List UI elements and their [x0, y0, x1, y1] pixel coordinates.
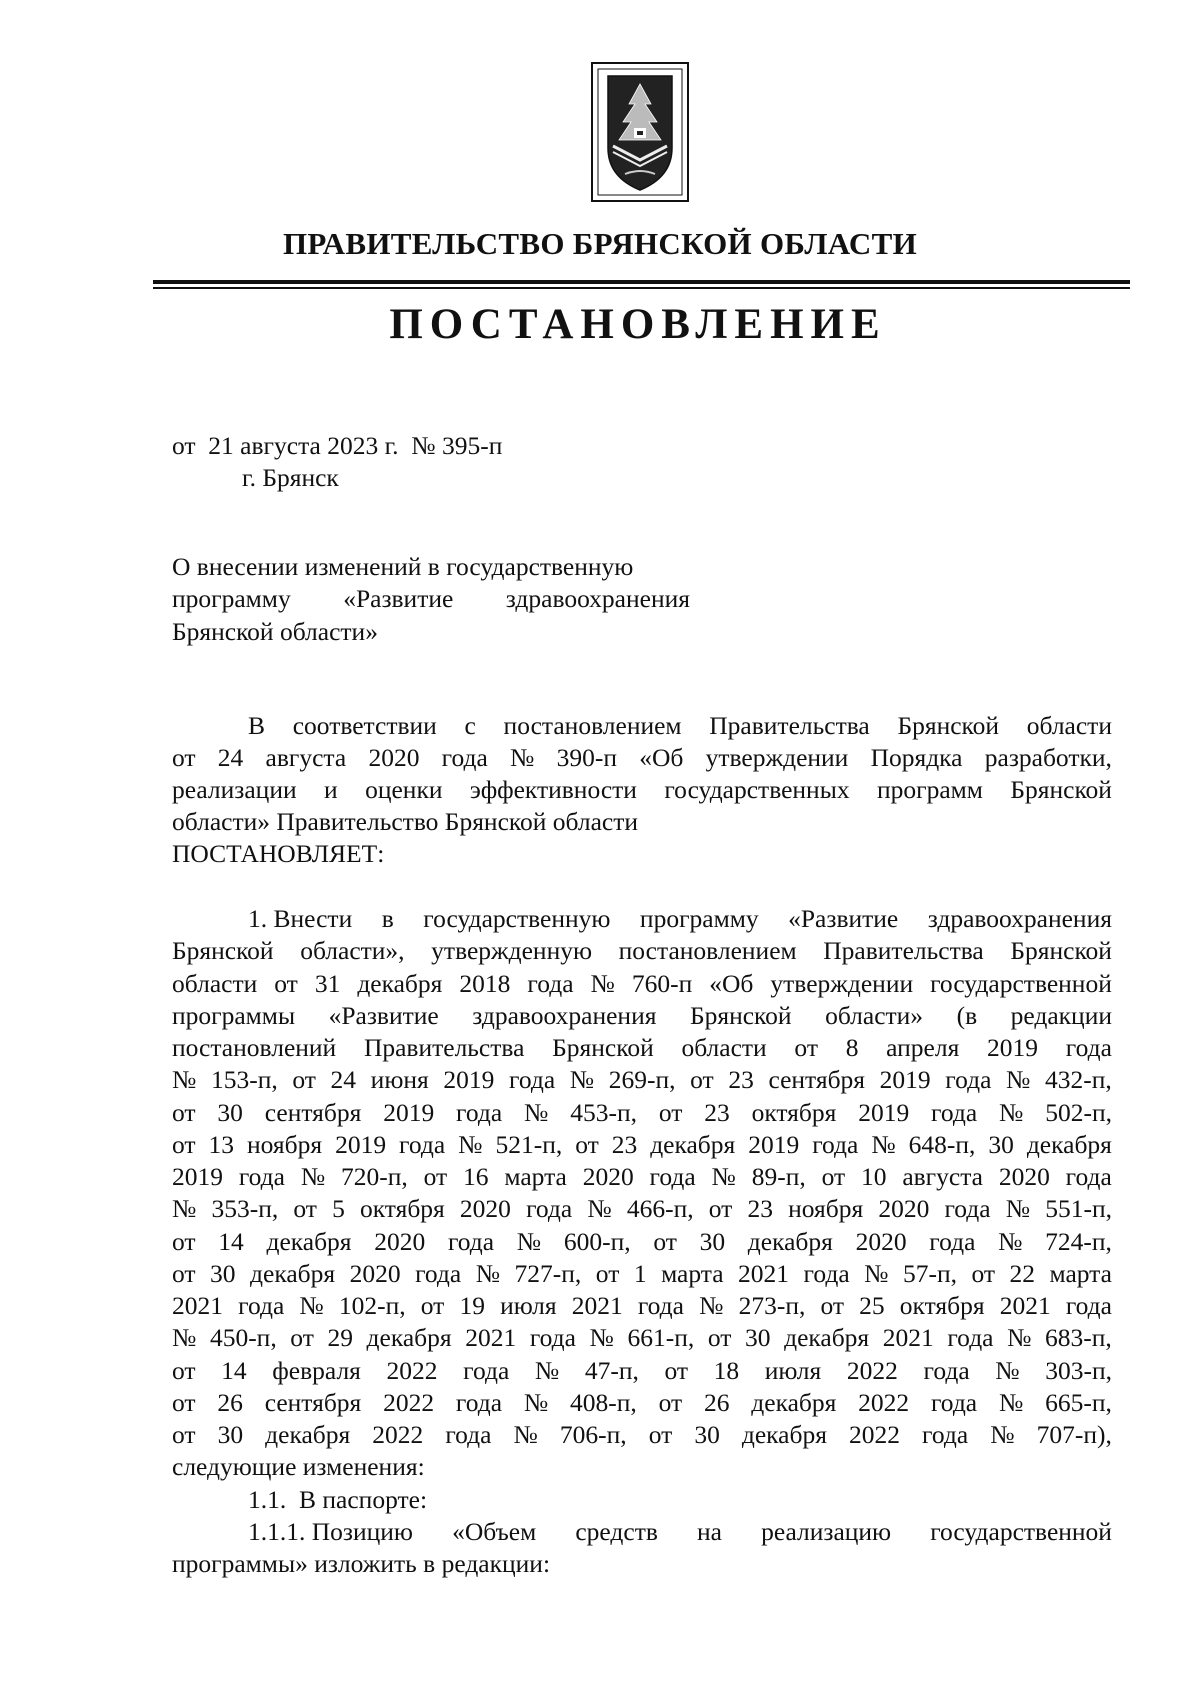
word: 2019	[748, 1130, 800, 1159]
word: года	[1065, 1162, 1112, 1191]
word: 760-п	[631, 969, 693, 998]
word: 2020	[349, 1259, 401, 1288]
word: 30	[217, 1098, 243, 1127]
word: декабря	[741, 1420, 827, 1449]
item1-line-11	[172, 1226, 1112, 1258]
word: государственной	[930, 1517, 1112, 1546]
word: года	[456, 1098, 503, 1127]
word: Брянской	[1010, 775, 1112, 804]
word: от	[293, 1194, 317, 1223]
coat-of-arms-icon	[591, 62, 689, 202]
header-rule-thick	[153, 280, 1130, 284]
word: №	[1006, 1065, 1031, 1094]
word: 19	[459, 1291, 485, 1320]
item1-line-4	[172, 1000, 1112, 1032]
word: 30	[745, 1323, 771, 1352]
word: 2021	[172, 1291, 223, 1320]
word: от	[658, 1388, 683, 1417]
word: 23	[747, 1194, 773, 1223]
word: 353-п,	[211, 1194, 279, 1223]
word: 57-п,	[902, 1259, 957, 1288]
item1-line-12	[172, 1258, 1112, 1290]
word: 18	[713, 1356, 740, 1385]
word: 153-п,	[210, 1065, 278, 1094]
word: июля	[764, 1356, 822, 1385]
word: декабря	[357, 969, 443, 998]
word: от	[420, 1291, 445, 1320]
word: 706-п,	[559, 1420, 627, 1449]
word: 31	[314, 969, 341, 998]
word: от	[290, 1323, 314, 1352]
word: 2019	[879, 1065, 931, 1094]
word: «Объем	[452, 1517, 537, 1546]
word: 29	[327, 1323, 353, 1352]
word: с	[464, 711, 476, 740]
word: декабря	[265, 1420, 351, 1449]
word: Брянской	[1010, 936, 1112, 965]
city-line: г. Брянск	[242, 463, 339, 492]
word: редакции	[1010, 1001, 1112, 1030]
word: февраля	[272, 1356, 361, 1385]
word: сентября	[264, 1388, 362, 1417]
word: 720-п,	[341, 1162, 408, 1191]
item1-line-13	[172, 1290, 1112, 1322]
word: 26	[703, 1388, 730, 1417]
word: 22	[1009, 1259, 1035, 1288]
word: 269-п,	[608, 1065, 676, 1094]
word: №	[589, 1323, 614, 1352]
word: программу	[639, 904, 759, 933]
word: от	[172, 1098, 196, 1127]
word: №	[172, 1194, 197, 1223]
word: 2021	[999, 1291, 1051, 1320]
word: эффективности	[469, 775, 637, 804]
word: 1	[633, 1259, 647, 1288]
word: 14	[218, 1227, 244, 1256]
word: от	[292, 1065, 316, 1094]
word: 665-п,	[1045, 1388, 1112, 1417]
item1-line-18: следующие изменения:	[172, 1452, 425, 1481]
word: №	[172, 1065, 197, 1094]
word: года	[399, 1130, 446, 1159]
word: №	[510, 743, 535, 772]
word: 13	[208, 1130, 235, 1159]
subject-line-1: О внесении изменений в государственную	[172, 552, 634, 581]
word: августа	[902, 1162, 983, 1191]
item1-line-14	[172, 1322, 1112, 1354]
word: Правительства	[363, 1033, 525, 1062]
word: года	[812, 1130, 859, 1159]
item1-line-9	[172, 1161, 1112, 1193]
preamble-line-2	[172, 742, 1112, 774]
word: 521-п,	[495, 1130, 563, 1159]
word: ноября	[788, 1194, 864, 1223]
word: 466-п,	[626, 1194, 694, 1223]
word: постановлением	[503, 711, 682, 740]
preamble-line-4: области» Правительство Брянской области	[172, 807, 638, 836]
word: 8	[845, 1033, 859, 1062]
word: 47-п,	[584, 1356, 639, 1385]
word: реализацию	[761, 1517, 892, 1546]
word: 30	[988, 1130, 1014, 1159]
word: декабря	[747, 1227, 833, 1256]
word: марта	[1049, 1259, 1112, 1288]
word: 23	[728, 1065, 754, 1094]
word: года	[945, 1065, 992, 1094]
word: №	[299, 1291, 324, 1320]
word: года	[463, 1356, 510, 1385]
word: 648-п,	[908, 1130, 976, 1159]
word: государственной	[930, 969, 1112, 998]
word: области	[172, 969, 258, 998]
word: 2022	[386, 1356, 438, 1385]
word: 2019	[383, 1098, 435, 1127]
word: №	[523, 1388, 549, 1417]
subject-line-2	[172, 583, 690, 615]
word: «Об	[639, 743, 684, 772]
word: 2020	[459, 1194, 511, 1223]
word: №	[711, 1162, 736, 1191]
word: 1.1.1. Позицию	[248, 1517, 413, 1546]
word: №	[990, 1420, 1015, 1449]
word: от	[172, 743, 196, 772]
word: 24	[330, 1065, 357, 1094]
word: марта	[661, 1259, 724, 1288]
word: 390-п	[556, 743, 618, 772]
word: года	[238, 1162, 285, 1191]
word: государственных	[664, 775, 850, 804]
word: октября	[751, 1098, 837, 1127]
word: Брянской	[897, 711, 1000, 740]
word: №	[871, 1130, 896, 1159]
word: года	[509, 1065, 556, 1094]
word: В	[248, 711, 266, 740]
word: на	[697, 1517, 722, 1546]
word: 30	[210, 1259, 236, 1288]
item1-line-6	[172, 1064, 1112, 1096]
item1-line-1	[248, 903, 1112, 935]
word: здравоохранения	[472, 1001, 657, 1030]
word: Брянской	[172, 936, 274, 965]
word: 2021	[571, 1291, 623, 1320]
word: года	[441, 743, 488, 772]
word: постановлений	[172, 1033, 337, 1062]
word: 2019	[858, 1098, 910, 1127]
word: 25	[859, 1291, 885, 1320]
word: 2022	[372, 1420, 424, 1449]
word: 2020	[374, 1227, 426, 1256]
word: года	[455, 1388, 503, 1417]
word: августа	[265, 743, 347, 772]
decree-word: ПОСТАНОВЛЯЕТ:	[172, 839, 385, 868]
word: декабря	[1026, 1130, 1112, 1159]
word: области»	[825, 1001, 924, 1030]
word: 727-п,	[514, 1259, 582, 1288]
word: 683-п,	[1045, 1323, 1112, 1352]
word: 2020	[368, 743, 420, 772]
word: от	[708, 1194, 733, 1223]
word: 26	[217, 1388, 243, 1417]
item1-line-15	[172, 1355, 1112, 1387]
word: от	[595, 1259, 620, 1288]
word: сентября	[264, 1098, 362, 1127]
word: 30	[694, 1420, 720, 1449]
word: 2021	[465, 1323, 517, 1352]
word: №	[999, 1098, 1024, 1127]
word: 2018	[459, 969, 511, 998]
word: октября	[899, 1291, 985, 1320]
word: 502-п,	[1045, 1098, 1112, 1127]
word: года	[947, 1323, 994, 1352]
word: №	[587, 1194, 612, 1223]
word: года	[415, 1259, 462, 1288]
word: Брянской	[552, 1033, 654, 1062]
word: 1. Внести	[248, 904, 353, 933]
item1-line-10	[172, 1193, 1112, 1225]
word: от	[423, 1162, 448, 1191]
word: государственную	[423, 904, 611, 933]
word: здравоохранения	[927, 904, 1112, 933]
word: 432-п,	[1045, 1065, 1112, 1094]
item1-line-8	[172, 1129, 1112, 1161]
word: №	[998, 1227, 1023, 1256]
word: №	[1005, 1194, 1031, 1223]
word: апреля	[886, 1033, 960, 1062]
word: и	[324, 775, 338, 804]
word: №	[172, 1323, 197, 1352]
word: года	[944, 1194, 991, 1223]
word: №	[524, 1098, 549, 1127]
word: 30	[217, 1420, 244, 1449]
word: разработки,	[984, 743, 1112, 772]
word: №	[458, 1130, 483, 1159]
word: 2019	[443, 1065, 495, 1094]
word: №	[998, 1388, 1024, 1417]
word: Брянской	[689, 1001, 792, 1030]
word: «Развитие	[328, 1001, 439, 1030]
word: года	[238, 1291, 285, 1320]
item1-line-16	[172, 1387, 1112, 1419]
word: соответствии	[292, 711, 437, 740]
word: года	[931, 1098, 978, 1127]
word: оценки	[365, 775, 443, 804]
header-rule-thin	[153, 287, 1130, 289]
word: 23	[704, 1098, 730, 1127]
word: «Развитие	[788, 904, 899, 933]
word: года	[527, 969, 574, 998]
word: в	[381, 904, 394, 933]
word: 2019	[987, 1033, 1039, 1062]
word: 551-п,	[1045, 1194, 1112, 1223]
word: от	[172, 1356, 196, 1385]
word: года	[930, 1388, 978, 1417]
word: 2022	[849, 1420, 900, 1449]
word: постановлением	[618, 936, 797, 965]
word: года	[922, 1420, 969, 1449]
word: области	[1026, 711, 1112, 740]
word: программ	[877, 775, 983, 804]
word: 2020	[855, 1227, 907, 1256]
word: области»,	[300, 936, 405, 965]
word: октября	[359, 1194, 445, 1223]
item1-line-17	[172, 1419, 1112, 1451]
word: 2019	[172, 1162, 223, 1191]
word: июня	[370, 1065, 429, 1094]
item1-line-3	[172, 968, 1112, 1000]
word: от	[971, 1259, 996, 1288]
word: года	[923, 1356, 970, 1385]
word: от	[653, 1227, 677, 1256]
word: 450-п,	[209, 1323, 277, 1352]
word: реализации	[172, 775, 297, 804]
word: от	[172, 1227, 196, 1256]
document-type-title: ПОСТАНОВЛЕНИЕ	[389, 301, 887, 348]
word: от	[172, 1259, 196, 1288]
word: июля	[500, 1291, 557, 1320]
item1-1-1-line-2: программы» изложить в редакции:	[172, 1549, 551, 1578]
word: года	[447, 1227, 495, 1256]
word: №	[590, 969, 615, 998]
word: «Об	[709, 969, 754, 998]
word: Правительства	[823, 936, 984, 965]
word: Правительства	[709, 711, 870, 740]
word: декабря	[751, 1388, 837, 1417]
word: 600-п,	[563, 1227, 631, 1256]
word: от	[575, 1130, 599, 1159]
word: 2021	[882, 1323, 934, 1352]
word: от	[274, 969, 298, 998]
word: 23	[611, 1130, 638, 1159]
word: программу	[172, 584, 291, 613]
word: (в	[956, 1001, 978, 1030]
word: года	[1065, 1291, 1112, 1320]
word: 2020	[582, 1162, 634, 1191]
word: 2019	[335, 1130, 387, 1159]
word: 303-п,	[1045, 1356, 1112, 1385]
word: ноября	[247, 1130, 323, 1159]
word: №	[1007, 1323, 1032, 1352]
word: №	[513, 1420, 538, 1449]
word: 5	[332, 1194, 345, 1223]
word: области	[681, 1033, 767, 1062]
item1-1-line: 1.1. В паспорте:	[248, 1485, 428, 1514]
word: от	[664, 1356, 689, 1385]
word: года	[637, 1291, 684, 1320]
word: 724-п,	[1045, 1227, 1112, 1256]
word: 2020	[998, 1162, 1050, 1191]
word: №	[699, 1291, 724, 1320]
word: №	[516, 1227, 542, 1256]
word: 24	[217, 743, 244, 772]
word: 2021	[738, 1259, 790, 1288]
word: от	[690, 1065, 714, 1094]
word: от	[821, 1162, 846, 1191]
word: декабря	[784, 1323, 870, 1352]
word: Порядка	[870, 743, 963, 772]
word: 102-п,	[338, 1291, 406, 1320]
word: 2022	[383, 1388, 435, 1417]
word: года	[526, 1194, 573, 1223]
word: от	[648, 1420, 673, 1449]
word: 2022	[858, 1388, 910, 1417]
word: от	[172, 1388, 196, 1417]
word: №	[534, 1356, 560, 1385]
word: 661-п,	[627, 1323, 695, 1352]
word: от	[172, 1130, 196, 1159]
word: 707-п),	[1036, 1420, 1112, 1449]
word: от	[794, 1033, 818, 1062]
preamble-line-3	[172, 774, 1112, 806]
word: года	[929, 1227, 976, 1256]
word: марта	[504, 1162, 567, 1191]
word: от	[707, 1323, 732, 1352]
word: 2022	[846, 1356, 898, 1385]
word: 10	[860, 1162, 887, 1191]
word: года	[445, 1420, 492, 1449]
word: 453-п,	[570, 1098, 637, 1127]
word: от	[820, 1291, 845, 1320]
word: 408-п,	[570, 1388, 637, 1417]
word: 16	[463, 1162, 489, 1191]
subject-line-3: Брянской области»	[172, 617, 378, 646]
word: декабря	[650, 1130, 736, 1159]
item1-line-5	[172, 1032, 1112, 1064]
item1-line-2	[172, 935, 1112, 967]
word: утверждении	[770, 969, 914, 998]
word: 89-п,	[751, 1162, 806, 1191]
word: от	[172, 1420, 196, 1449]
word: года	[1065, 1033, 1112, 1062]
word: декабря	[366, 1323, 452, 1352]
preamble-line-1	[248, 710, 1112, 742]
item1-line-7	[172, 1097, 1112, 1129]
word: 273-п,	[738, 1291, 806, 1320]
word: №	[569, 1065, 595, 1094]
word: №	[475, 1259, 501, 1288]
word: сентября	[768, 1065, 866, 1094]
word: утверждении	[705, 743, 849, 772]
word: декабря	[266, 1227, 352, 1256]
word: №	[995, 1356, 1020, 1385]
word: 2020	[878, 1194, 930, 1223]
item1-1-1-line-1	[248, 1516, 1112, 1548]
word: утвержденную	[431, 936, 593, 965]
word: декабря	[250, 1259, 336, 1288]
word: года	[529, 1323, 576, 1352]
word: здравоохранения	[505, 584, 690, 613]
word: от	[658, 1098, 683, 1127]
word: 14	[221, 1356, 247, 1385]
word: года	[803, 1259, 850, 1288]
word: «Развитие	[343, 584, 454, 613]
word: года	[649, 1162, 696, 1191]
word: 30	[699, 1227, 726, 1256]
organization-title: ПРАВИТЕЛЬСТВО БРЯНСКОЙ ОБЛАСТИ	[282, 226, 918, 261]
word: программы	[172, 1001, 296, 1030]
word: №	[300, 1162, 326, 1191]
word: средств	[575, 1517, 658, 1546]
date-number-line: от 21 августа 2023 г. № 395-п	[172, 431, 503, 460]
word: №	[864, 1259, 889, 1288]
